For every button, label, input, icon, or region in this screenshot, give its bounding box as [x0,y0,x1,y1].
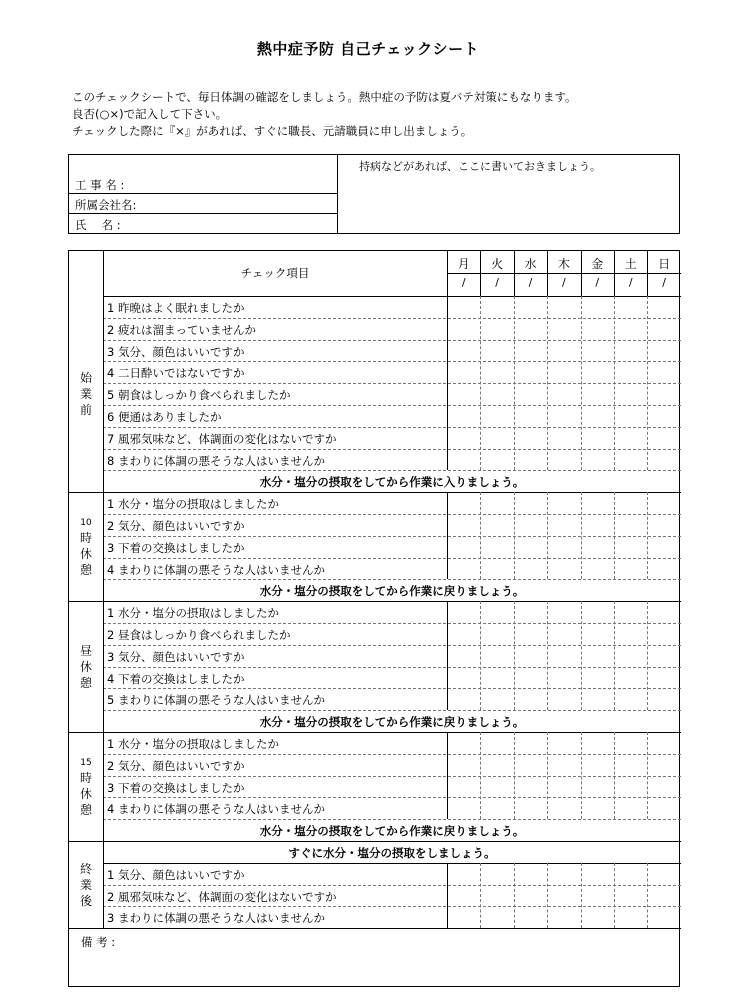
date-slot-4[interactable]: / [595,276,600,289]
check-cell[interactable] [547,340,580,362]
column-divider [614,296,615,470]
column-divider [647,492,648,579]
column-divider [581,863,582,928]
check-cell[interactable] [547,558,580,580]
check-cell[interactable] [581,449,614,471]
check-item: 5 まわりに体調の悪そうな人はいませんか [107,693,325,708]
check-cell[interactable] [480,732,513,754]
check-cell[interactable] [547,645,580,667]
check-item: 1 水分・塩分の摂取はしましたか [107,737,279,751]
check-cell[interactable] [647,601,680,623]
check-cell[interactable] [581,732,614,754]
check-cell[interactable] [447,601,480,623]
intro-line-3: チェックした際に『×』があれば、すぐに職長、元請職員に申し出ましょう。 [72,124,473,138]
check-cell[interactable] [647,688,680,710]
check-cell[interactable] [547,318,580,340]
check-cell[interactable] [647,906,680,928]
check-item: 6 便通はありましたか [107,410,222,424]
column-divider [514,251,515,296]
header-check-items: チェック項目 [240,266,310,280]
check-cell[interactable] [547,449,580,471]
check-item: 3 気分、顔色はいいですか [107,649,245,664]
column-divider [480,251,481,296]
check-table [68,250,680,987]
check-cell[interactable] [480,514,513,536]
check-cell[interactable] [447,427,480,449]
check-cell[interactable] [581,667,614,689]
check-cell[interactable] [514,667,547,689]
check-cell[interactable] [480,558,513,580]
column-divider [447,492,448,579]
check-cell[interactable] [647,623,680,645]
check-cell[interactable] [514,427,547,449]
check-cell[interactable] [447,906,480,928]
check-cell[interactable] [480,863,513,885]
check-cell[interactable] [547,732,580,754]
chronic-illness-note[interactable]: 持病などがあれば、ここに書いておきましょう。 [359,160,601,173]
check-cell[interactable] [581,688,614,710]
check-cell[interactable] [447,536,480,558]
check-cell[interactable] [480,318,513,340]
check-item: 1 水分・塩分の摂取はしましたか [107,497,279,512]
check-cell[interactable] [614,361,647,383]
check-cell[interactable] [614,797,647,819]
check-cell[interactable] [447,449,480,471]
day-header-6: 日 [658,257,671,271]
column-divider [103,251,104,928]
check-cell[interactable] [647,405,680,427]
check-cell[interactable] [480,536,513,558]
check-cell[interactable] [514,405,547,427]
check-cell[interactable] [547,667,580,689]
section-label [69,492,103,601]
date-slot-6[interactable]: / [662,276,666,289]
check-cell[interactable] [614,383,647,405]
name-label: 氏 名 : [75,218,121,232]
check-cell[interactable] [447,558,480,580]
company-field[interactable] [69,197,337,213]
check-cell[interactable] [581,623,614,645]
check-cell[interactable] [480,667,513,689]
check-cell[interactable] [447,383,480,405]
check-cell[interactable] [581,797,614,819]
column-divider [480,732,481,819]
check-cell[interactable] [447,797,480,819]
section-name: 時休憩 [79,530,92,577]
check-item: 3 まわりに体調の悪そうな人はいませんか [107,911,325,926]
check-cell[interactable] [514,885,547,907]
check-item: 2 気分、顔色はいいですか [107,758,245,773]
check-cell[interactable] [647,449,680,471]
section-time: 10 [80,517,92,528]
column-divider [447,863,448,928]
column-divider [447,296,448,470]
check-cell[interactable] [614,645,647,667]
check-cell[interactable] [647,383,680,405]
check-cell[interactable] [514,492,547,514]
check-cell[interactable] [614,623,647,645]
check-cell[interactable] [647,318,680,340]
column-divider [647,296,648,470]
check-cell[interactable] [514,361,547,383]
check-cell[interactable] [614,340,647,362]
check-cell[interactable] [547,536,580,558]
check-cell[interactable] [581,558,614,580]
check-cell[interactable] [614,754,647,776]
check-cell[interactable] [614,885,647,907]
check-cell[interactable] [480,383,513,405]
section-name: 時休憩 [79,770,92,817]
date-slot-2[interactable]: / [528,276,533,289]
column-divider [547,492,548,579]
check-item: 3 気分、顔色はいいですか [107,344,245,359]
column-divider [647,251,648,296]
check-item: 1 気分、顔色はいいですか [107,867,245,882]
row-divider [69,841,681,842]
section-label [69,732,103,841]
check-cell[interactable] [614,492,647,514]
check-cell[interactable] [480,492,513,514]
day-header-1: 火 [491,257,504,271]
section-name: 終業後 [79,861,92,908]
check-cell[interactable] [614,536,647,558]
check-cell[interactable] [614,514,647,536]
check-cell[interactable] [514,383,547,405]
date-slot-1[interactable]: / [495,276,499,289]
check-item: 3 下着の交換はしましたか [107,540,245,555]
page-title: 熱中症予防 自己チェックシート [256,40,480,58]
section-name: 昼休憩 [79,643,92,690]
check-item: 3 下着の交換はしましたか [107,780,245,795]
check-item: 2 疲れは溜まっていませんか [107,322,256,337]
check-cell[interactable] [614,906,647,928]
date-slot-3[interactable]: / [562,276,566,289]
project-name-field[interactable] [69,177,337,193]
check-cell[interactable] [447,405,480,427]
column-divider [480,863,481,928]
check-item: 4 まわりに体調の悪そうな人はいませんか [107,802,325,817]
check-cell[interactable] [514,797,547,819]
check-item: 4 下着の交換はしましたか [107,671,245,686]
info-fields [69,155,338,233]
row-divider [447,273,681,274]
check-cell[interactable] [514,776,547,798]
row-divider [103,470,681,471]
column-divider [447,732,448,819]
check-cell[interactable] [547,688,580,710]
column-divider [581,296,582,470]
check-cell[interactable] [581,863,614,885]
check-cell[interactable] [480,623,513,645]
check-cell[interactable] [480,776,513,798]
check-cell[interactable] [480,601,513,623]
check-cell[interactable] [547,361,580,383]
check-cell[interactable] [614,667,647,689]
check-item: 1 水分・塩分の摂取はしましたか [107,606,279,621]
check-cell[interactable] [614,688,647,710]
remarks-field[interactable] [69,928,681,986]
check-cell[interactable] [547,863,580,885]
check-cell[interactable] [647,645,680,667]
column-divider [547,863,548,928]
check-cell[interactable] [480,754,513,776]
check-item: 2 気分、顔色はいいですか [107,519,245,533]
check-item: 4 二日酔いではないですか [107,366,245,381]
column-divider [480,296,481,470]
section-label [69,841,103,928]
check-cell[interactable] [514,623,547,645]
column-divider [514,296,515,470]
check-cell[interactable] [514,601,547,623]
check-cell[interactable] [447,688,480,710]
column-divider [614,732,615,819]
check-cell[interactable] [614,449,647,471]
check-cell[interactable] [647,361,680,383]
check-cell[interactable] [581,427,614,449]
check-cell[interactable] [581,776,614,798]
column-divider [514,492,515,579]
check-cell[interactable] [647,667,680,689]
check-cell[interactable] [581,645,614,667]
row-divider [103,819,681,820]
check-cell[interactable] [480,296,513,318]
check-cell[interactable] [514,318,547,340]
column-divider [614,601,615,710]
column-divider [614,863,615,928]
check-cell[interactable] [480,449,513,471]
day-header-2: 水 [524,257,537,271]
column-divider [480,601,481,710]
check-cell[interactable] [581,361,614,383]
check-cell[interactable] [447,667,480,689]
check-cell[interactable] [647,754,680,776]
row-divider [103,710,681,711]
check-cell[interactable] [514,558,547,580]
check-cell[interactable] [447,885,480,907]
check-cell[interactable] [581,536,614,558]
check-cell[interactable] [614,863,647,885]
column-divider [514,863,515,928]
day-header-0: 月 [457,257,470,271]
check-cell[interactable] [514,732,547,754]
check-cell[interactable] [514,449,547,471]
check-cell[interactable] [547,797,580,819]
check-cell[interactable] [480,427,513,449]
column-divider [581,251,582,296]
check-cell[interactable] [614,558,647,580]
check-cell[interactable] [447,732,480,754]
date-slot-0[interactable]: / [461,276,466,289]
column-divider [547,732,548,819]
check-cell[interactable] [447,340,480,362]
check-cell[interactable] [647,885,680,907]
check-cell[interactable] [647,863,680,885]
intro-line-2: 良否(○×)で記入して下さい。 [72,107,228,121]
check-item: 8 まわりに体調の悪そうな人はいませんか [107,453,325,468]
check-cell[interactable] [581,405,614,427]
check-cell[interactable] [547,514,580,536]
info-box [68,154,680,234]
column-divider [480,492,481,579]
column-divider [447,251,448,296]
column-divider [614,251,615,296]
check-cell[interactable] [547,427,580,449]
check-cell[interactable] [547,492,580,514]
column-divider [447,601,448,710]
check-cell[interactable] [647,340,680,362]
check-cell[interactable] [447,754,480,776]
section-label [69,296,103,492]
section-notice: 水分・塩分の摂取をしてから作業に入りましょう。 [259,475,525,490]
project-name-label: 工 事 名 : [75,178,125,192]
column-divider [547,251,548,296]
check-cell[interactable] [480,885,513,907]
remarks-label: 備 考 : [81,935,116,950]
column-divider [581,601,582,710]
check-cell[interactable] [581,296,614,318]
check-cell[interactable] [614,405,647,427]
check-cell[interactable] [514,296,547,318]
check-cell[interactable] [514,340,547,362]
check-cell[interactable] [480,645,513,667]
intro-line-1: このチェックシートで、毎日体調の確認をしましょう。熱中症の予防は夏バテ対策にもなります。 [72,90,577,104]
check-cell[interactable] [514,645,547,667]
check-cell[interactable] [514,514,547,536]
check-item: 4 まわりに体調の悪そうな人はいませんか [107,562,325,577]
section-name: 始業前 [79,371,92,418]
name-field[interactable] [69,217,337,233]
section-notice: 水分・塩分の摂取をしてから作業に戻りましょう。 [259,824,525,839]
section-notice: すぐに水分・塩分の摂取をしましょう。 [288,846,496,860]
day-header-4: 金 [591,257,604,271]
check-cell[interactable] [514,754,547,776]
check-cell[interactable] [480,797,513,819]
check-cell[interactable] [581,492,614,514]
check-cell[interactable] [480,906,513,928]
check-cell[interactable] [581,906,614,928]
check-cell[interactable] [647,514,680,536]
check-cell[interactable] [647,427,680,449]
section-notice: 水分・塩分の摂取をしてから作業に戻りましょう。 [259,715,525,730]
check-cell[interactable] [581,601,614,623]
column-divider [647,863,648,928]
check-cell[interactable] [547,885,580,907]
check-cell[interactable] [480,405,513,427]
check-cell[interactable] [581,340,614,362]
check-cell[interactable] [614,427,647,449]
column-divider [514,601,515,710]
check-cell[interactable] [647,536,680,558]
column-divider [647,732,648,819]
check-cell[interactable] [647,797,680,819]
check-cell[interactable] [647,558,680,580]
check-cell[interactable] [547,906,580,928]
check-cell[interactable] [547,601,580,623]
check-cell[interactable] [614,776,647,798]
check-cell[interactable] [547,623,580,645]
check-cell[interactable] [581,514,614,536]
column-divider [514,732,515,819]
column-divider [581,492,582,579]
check-cell[interactable] [614,601,647,623]
column-divider [647,601,648,710]
day-header-3: 木 [557,257,570,271]
check-cell[interactable] [647,732,680,754]
check-cell[interactable] [514,536,547,558]
day-header-5: 土 [624,257,637,271]
check-cell[interactable] [647,492,680,514]
check-cell[interactable] [647,296,680,318]
section-label [69,601,103,732]
check-cell[interactable] [447,296,480,318]
check-cell[interactable] [581,383,614,405]
check-cell[interactable] [581,885,614,907]
check-cell[interactable] [480,361,513,383]
check-cell[interactable] [447,623,480,645]
check-cell[interactable] [614,318,647,340]
column-divider [581,732,582,819]
check-cell[interactable] [614,296,647,318]
check-cell[interactable] [480,688,513,710]
check-cell[interactable] [547,405,580,427]
check-cell[interactable] [447,863,480,885]
check-cell[interactable] [480,340,513,362]
check-cell[interactable] [447,645,480,667]
row-divider [103,579,681,580]
check-item: 1 昨晩はよく眠れましたか [107,301,245,315]
check-item: 7 風邪気味など、体調面の変化はないですか [107,431,337,446]
check-cell[interactable] [447,318,480,340]
column-divider [547,296,548,470]
check-cell[interactable] [547,296,580,318]
check-cell[interactable] [647,776,680,798]
check-item: 5 朝食はしっかり食べられましたか [107,388,291,403]
date-slot-5[interactable]: / [628,276,633,289]
check-cell[interactable] [614,732,647,754]
check-cell[interactable] [514,863,547,885]
column-divider [614,492,615,579]
check-cell[interactable] [447,776,480,798]
check-item: 2 風邪気味など、体調面の変化はないですか [107,889,337,904]
check-cell[interactable] [581,318,614,340]
column-divider [547,601,548,710]
check-cell[interactable] [447,492,480,514]
check-cell[interactable] [514,906,547,928]
check-cell[interactable] [514,688,547,710]
company-label: 所属会社名: [75,198,137,212]
section-time: 15 [80,757,92,768]
check-item: 2 昼食はしっかり食べられましたか [107,628,291,642]
check-cell[interactable] [447,361,480,383]
check-cell[interactable] [547,754,580,776]
check-cell[interactable] [547,383,580,405]
check-cell[interactable] [581,754,614,776]
check-cell[interactable] [547,776,580,798]
check-cell[interactable] [447,514,480,536]
section-notice: 水分・塩分の摂取をしてから作業に戻りましょう。 [259,584,525,599]
